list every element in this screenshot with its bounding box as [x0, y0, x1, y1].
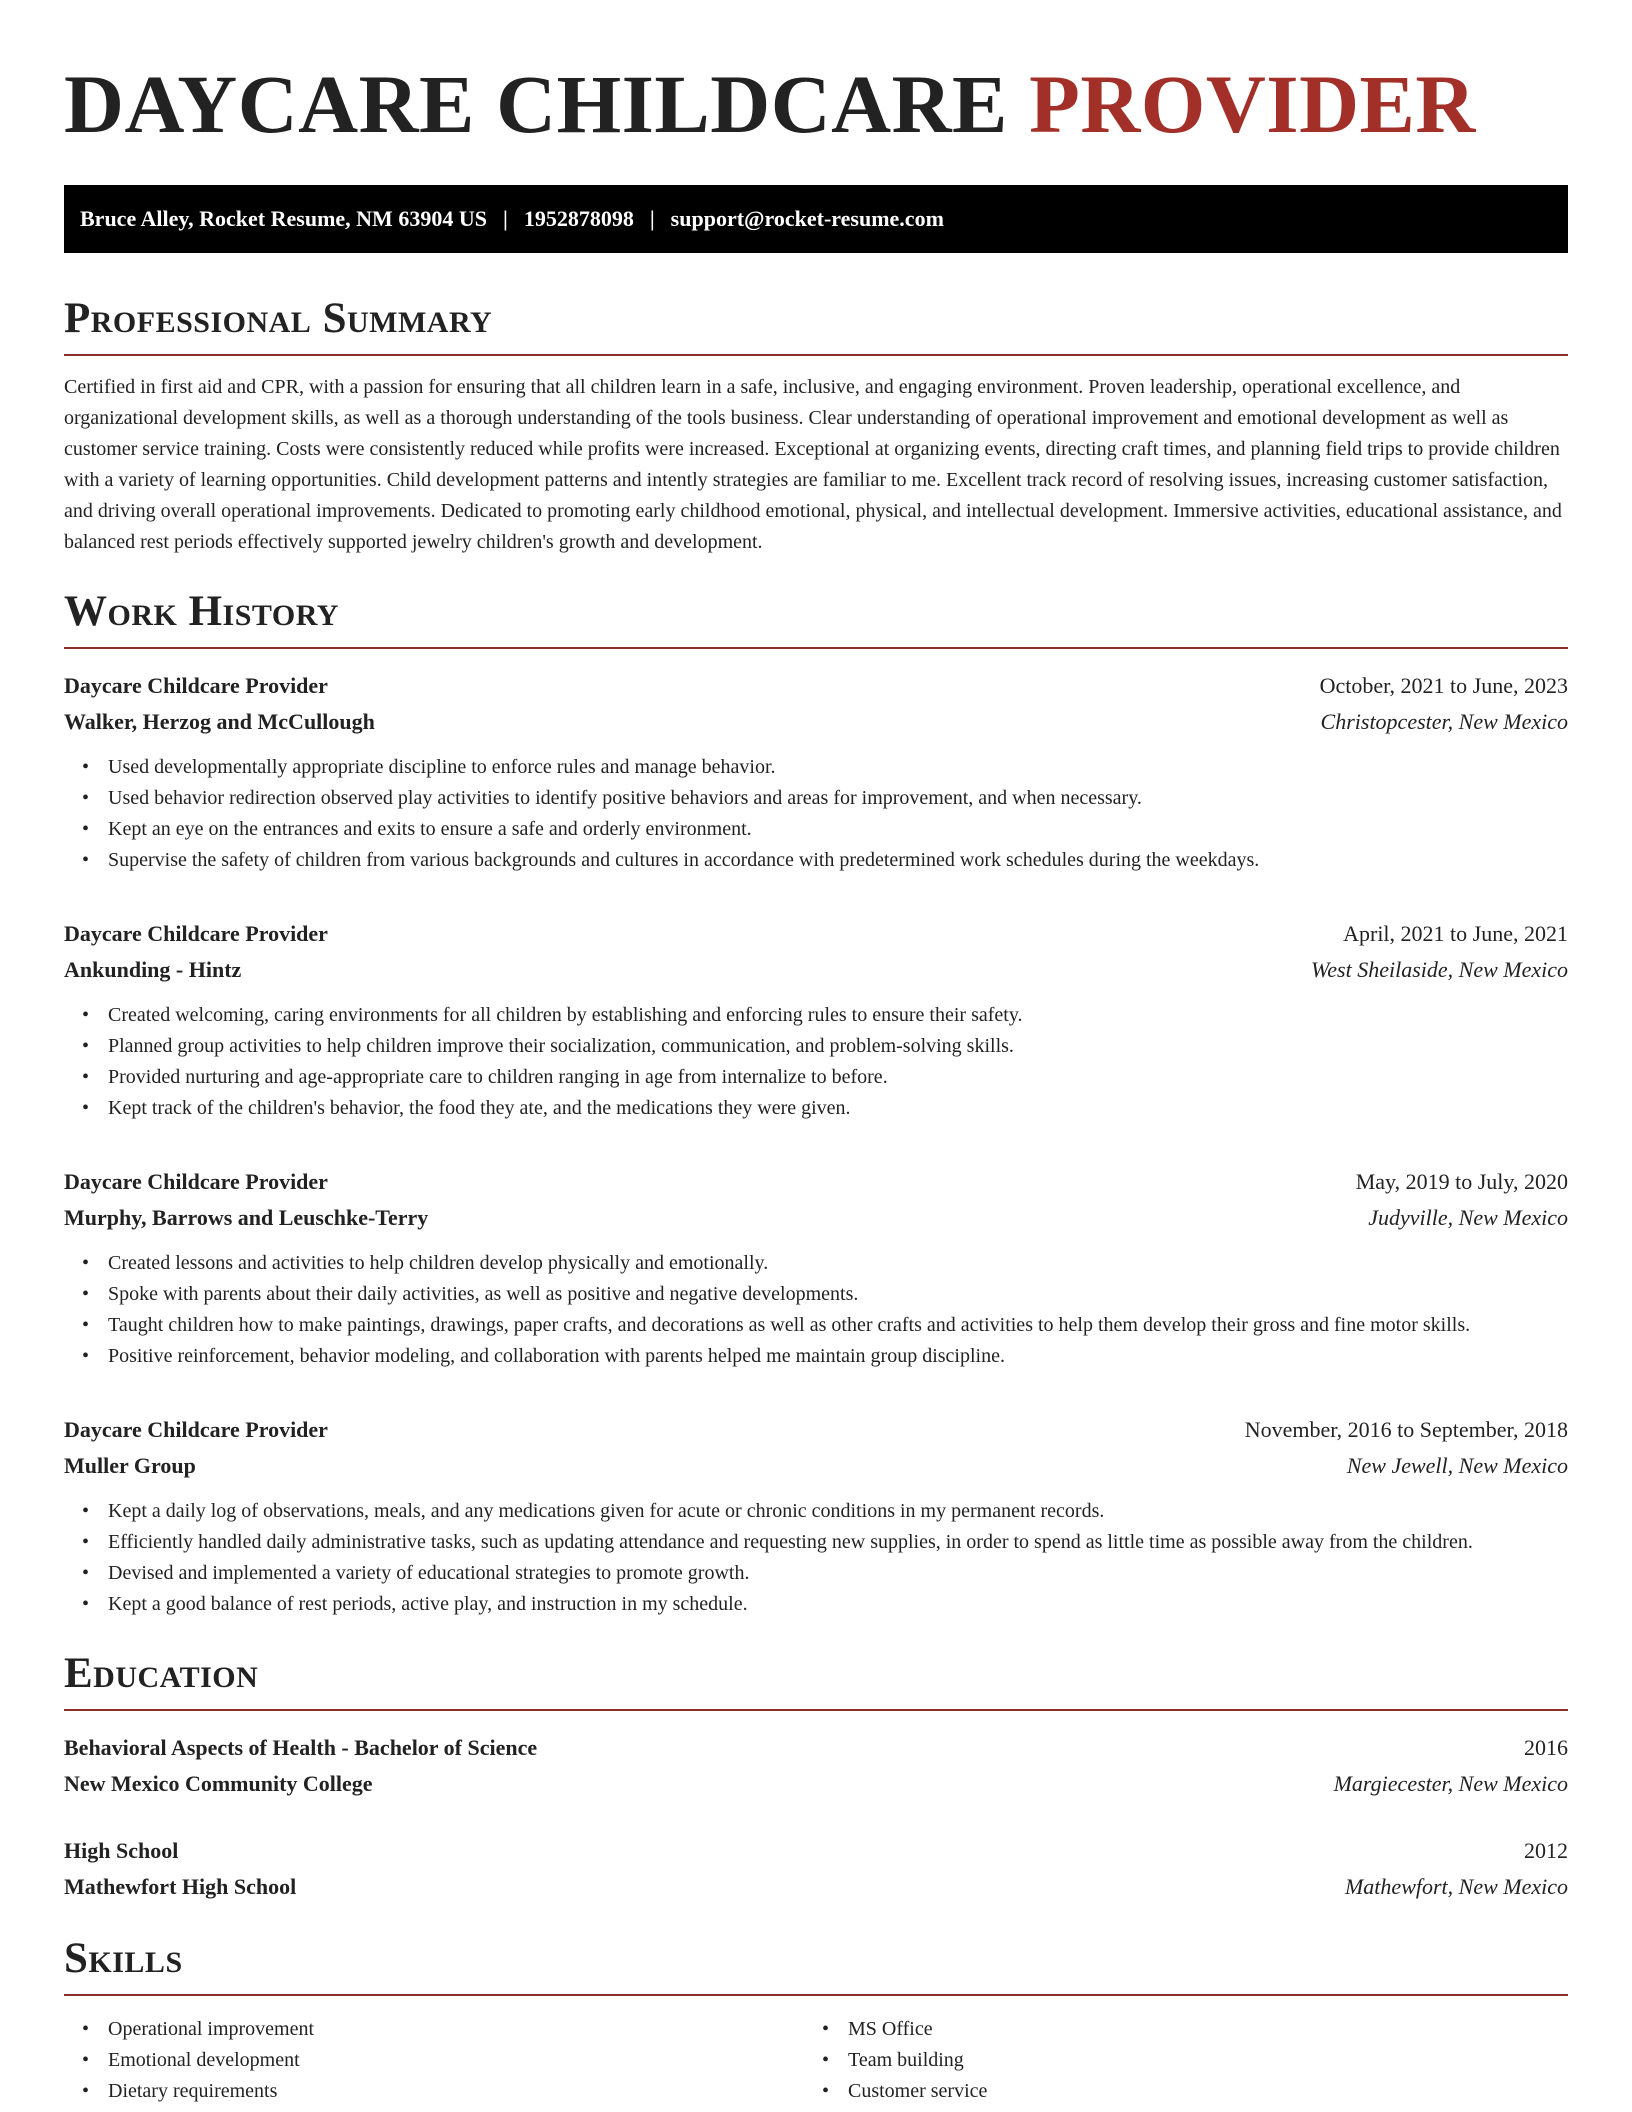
- skill-item: • Operational improvement: [108, 2014, 804, 2045]
- education-entry: [64, 1730, 1568, 1802]
- section-divider: [64, 647, 1568, 649]
- section-divider: [64, 1709, 1568, 1711]
- section-heading-summary: Professional Summary: [64, 295, 493, 342]
- skill-item: • Customer service: [848, 2076, 1544, 2107]
- section-heading-work: Work History: [64, 588, 339, 635]
- list-item: • Taught children how to make paintings, drawings, paper crafts, and decorations as well as other crafts and activities to help them develop their gross and fine motor skills.: [108, 1310, 1568, 1341]
- list-item: • Positive reinforcement, behavior modeling, and collaboration with parents helped me maintain group discipline.: [108, 1341, 1568, 1372]
- job-company: Murphy, Barrows and Leuschke-Terry: [64, 1205, 429, 1230]
- list-item: • Efficiently handled daily administrative tasks, such as updating attendance and requesting new supplies, in order to spend as little time as possible away from the children.: [108, 1527, 1568, 1558]
- list-item: • Spoke with parents about their daily activities, as well as positive and negative developments.: [108, 1279, 1568, 1310]
- skills-grid: [64, 2004, 1568, 2107]
- section-divider: [64, 354, 1568, 356]
- skills-list: [64, 2014, 804, 2107]
- work-history-section: [64, 588, 1568, 1620]
- education-section: [64, 1650, 1568, 1905]
- job-company: Ankunding - Hintz: [64, 957, 242, 982]
- job-title: Daycare Childcare Provider: [64, 921, 328, 946]
- skill-item: • Team building: [848, 2045, 1544, 2076]
- contact-email: support@rocket-resume.com: [670, 206, 944, 231]
- skills-list: [804, 2014, 1544, 2107]
- job-entry: [64, 916, 1568, 1124]
- job-entry: [64, 1164, 1568, 1372]
- list-item: • Kept a daily log of observations, meals, and any medications given for acute or chronic conditions in my permanent records.: [108, 1496, 1568, 1527]
- job-company: Muller Group: [64, 1453, 196, 1478]
- contact-bar: [64, 185, 1568, 253]
- contact-separator: |: [649, 206, 655, 231]
- resume-page: [64, 0, 1568, 2107]
- list-item: • Used developmentally appropriate discipline to enforce rules and manage behavior.: [108, 752, 1568, 783]
- list-item: • Kept track of the children's behavior, the food they ate, and the medications they were given.: [108, 1093, 1568, 1124]
- education-school: New Mexico Community College: [64, 1771, 373, 1796]
- skills-column-left: [64, 2004, 804, 2107]
- job-entry: [64, 1412, 1568, 1620]
- education-degree: High School: [64, 1838, 179, 1863]
- job-location: New Jewell, New Mexico: [1346, 1453, 1568, 1478]
- list-item: • Created welcoming, caring environments for all children by establishing and enforcing rules to ensure their safety.: [108, 1000, 1568, 1031]
- title-main: DAYCARE CHILDCARE: [64, 58, 1008, 150]
- education-year: 2012: [1524, 1838, 1568, 1863]
- title-accent: PROVIDER: [1029, 58, 1476, 150]
- skill-item: • Emotional development: [108, 2045, 804, 2076]
- skill-item: • Dietary requirements: [108, 2076, 804, 2107]
- job-location: West Sheilaside, New Mexico: [1310, 957, 1568, 982]
- education-year: 2016: [1524, 1735, 1568, 1760]
- resume-title: [64, 58, 1568, 150]
- job-dates: May, 2019 to July, 2020: [1355, 1169, 1568, 1194]
- job-dates: October, 2021 to June, 2023: [1319, 673, 1568, 698]
- job-duties: [64, 1496, 1568, 1620]
- education-location: Mathewfort, New Mexico: [1344, 1874, 1568, 1899]
- job-title: Daycare Childcare Provider: [64, 1169, 328, 1194]
- job-location: Judyville, New Mexico: [1368, 1205, 1568, 1230]
- list-item: • Created lessons and activities to help children develop physically and emotionally.: [108, 1248, 1568, 1279]
- contact-phone: 1952878098: [523, 206, 634, 231]
- list-item: • Kept a good balance of rest periods, active play, and instruction in my schedule.: [108, 1589, 1568, 1620]
- section-heading-education: Education: [64, 1650, 259, 1697]
- list-item: • Planned group activities to help children improve their socialization, communication, and problem-solving skills.: [108, 1031, 1568, 1062]
- contact-separator: |: [502, 206, 508, 231]
- skill-item: • MS Office: [848, 2014, 1544, 2045]
- job-location: Christopcester, New Mexico: [1320, 709, 1568, 734]
- skills-column-right: [804, 2004, 1544, 2107]
- job-dates: November, 2016 to September, 2018: [1244, 1417, 1568, 1442]
- education-school: Mathewfort High School: [64, 1874, 297, 1899]
- section-heading-skills: Skills: [64, 1935, 183, 1982]
- job-duties: [64, 752, 1568, 876]
- education-location: Margiecester, New Mexico: [1333, 1771, 1568, 1796]
- section-divider: [64, 1994, 1568, 1996]
- job-title: Daycare Childcare Provider: [64, 673, 328, 698]
- summary-section: [64, 295, 1568, 558]
- job-entry: [64, 668, 1568, 876]
- job-duties: [64, 1000, 1568, 1124]
- list-item: • Supervise the safety of children from various backgrounds and cultures in accordance with predetermined work schedules during the weekdays.: [108, 845, 1568, 876]
- job-duties: [64, 1248, 1568, 1372]
- job-title: Daycare Childcare Provider: [64, 1417, 328, 1442]
- list-item: • Kept an eye on the entrances and exits to ensure a safe and orderly environment.: [108, 814, 1568, 845]
- job-dates: April, 2021 to June, 2021: [1343, 921, 1568, 946]
- education-entry: [64, 1833, 1568, 1905]
- skills-section: [64, 1935, 1568, 2107]
- list-item: • Devised and implemented a variety of educational strategies to promote growth.: [108, 1558, 1568, 1589]
- job-company: Walker, Herzog and McCullough: [64, 709, 375, 734]
- summary-text: Certified in first aid and CPR, with a passion for ensuring that all children learn in a safe, inclusive, and engaging environment. Proven leadership, operational excellence, and organizational development skills, as well as a thorough understanding of the tools business. Clear understanding of operational improvement and emotional development as well as customer service training. Costs were consistently reduced while profits were increased. Exceptional at organizing events, directing craft times, and planning field trips to provide children with a variety of learning opportunities. Child development patterns and intently strategies are familiar to me. Excellent track record of resolving issues, increasing customer satisfaction, and driving overall operational improvements. Dedicated to promoting early childhood emotional, physical, and intellectual development. Immersive activities, educational assistance, and balanced rest periods effectively supported jewelry children's growth and development.: [64, 376, 1562, 553]
- list-item: • Used behavior redirection observed play activities to identify positive behaviors and areas for improvement, and when necessary.: [108, 783, 1568, 814]
- list-item: • Provided nurturing and age-appropriate care to children ranging in age from internalize to before.: [108, 1062, 1568, 1093]
- contact-address: Bruce Alley, Rocket Resume, NM 63904 US: [80, 206, 487, 231]
- education-degree: Behavioral Aspects of Health - Bachelor of Science: [64, 1735, 538, 1760]
